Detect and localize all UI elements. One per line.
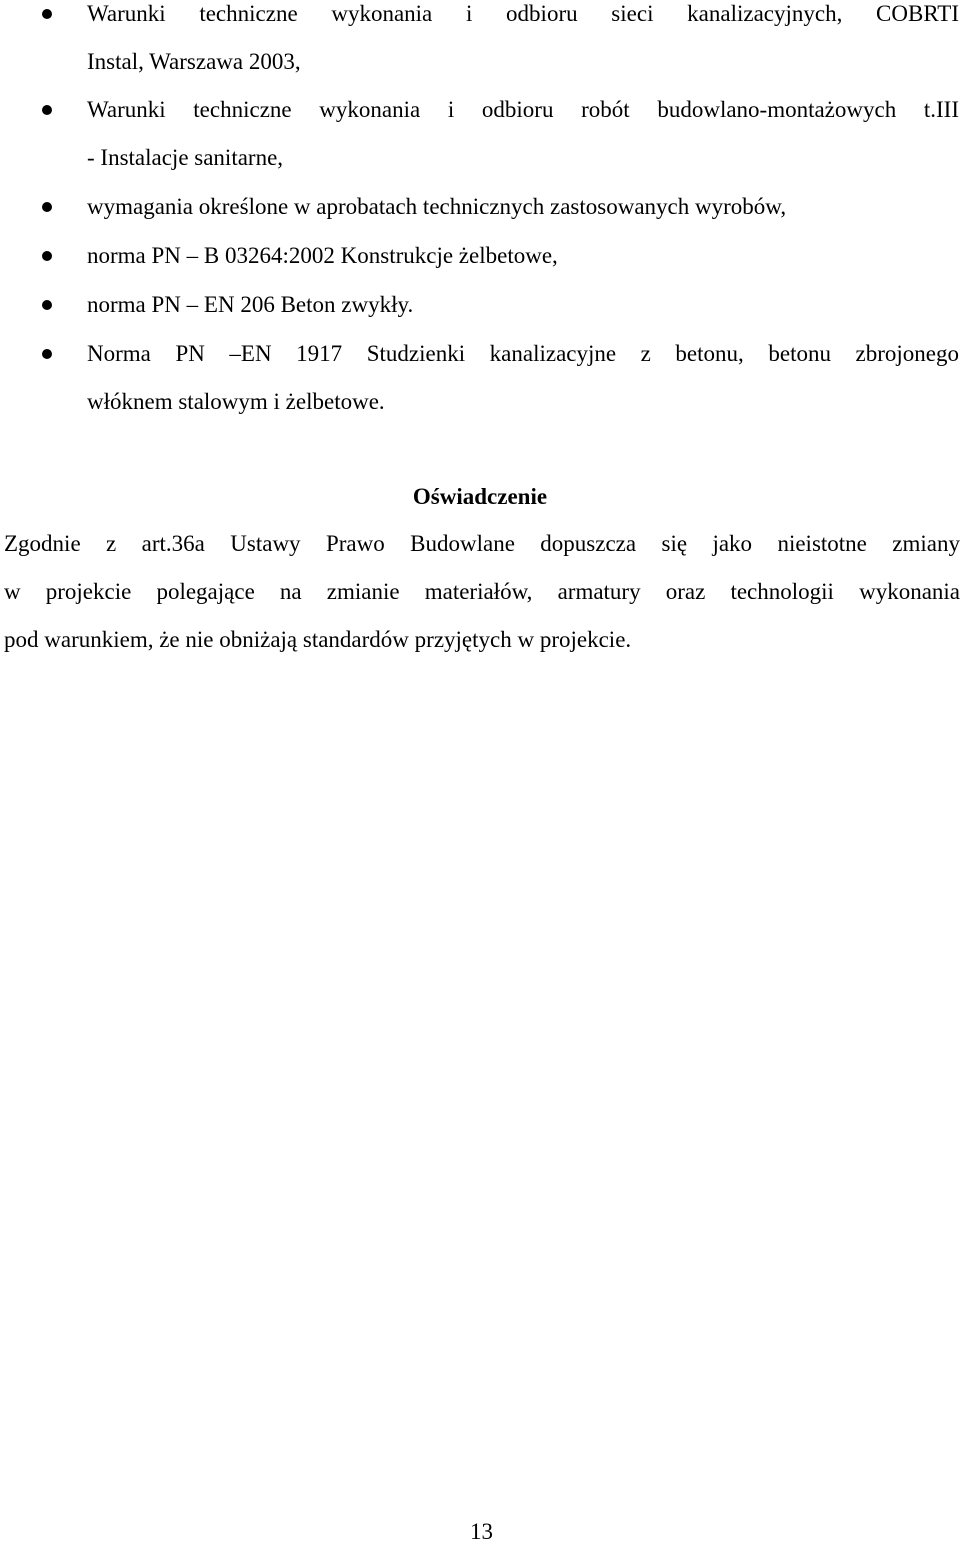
paragraph-line: w projekcie polegające na zmianie materiałów, armatury oraz technologii wykonania bbox=[4, 579, 960, 604]
bullet-icon bbox=[42, 9, 52, 19]
paragraph-line: Zgodnie z art.36a Ustawy Prawo Budowlane dopuszcza się jako nieistotne zmiany bbox=[4, 531, 960, 556]
list-item-line: norma PN – EN 206 Beton zwykły. bbox=[87, 292, 414, 317]
page-number: 13 bbox=[470, 1519, 493, 1544]
list-item-line: Warunki techniczne wykonania i odbioru sieci kanalizacyjnych, COBRTI bbox=[87, 1, 959, 26]
list-item bbox=[87, 232, 959, 280]
list-item-line: Instal, Warszawa 2003, bbox=[87, 49, 301, 74]
list-item-line: Warunki techniczne wykonania i odbioru robót budowlano-montażowych t.III bbox=[87, 97, 959, 122]
list-item bbox=[87, 0, 959, 86]
bullet-icon bbox=[42, 105, 52, 115]
list-item bbox=[87, 281, 959, 329]
list-item-line: norma PN – B 03264:2002 Konstrukcje żelbetowe, bbox=[87, 243, 558, 268]
statement-paragraph bbox=[4, 520, 960, 664]
list-item bbox=[87, 330, 959, 426]
list-item-line: wymagania określone w aprobatach technicznych zastosowanych wyrobów, bbox=[87, 194, 787, 219]
list-item-line: Norma PN –EN 1917 Studzienki kanalizacyjne z betonu, betonu zbrojonego bbox=[87, 341, 959, 366]
bullet-icon bbox=[42, 300, 52, 310]
list-item bbox=[87, 183, 959, 231]
list-item bbox=[87, 86, 959, 182]
paragraph-line: pod warunkiem, że nie obniżają standardów przyjętych w projekcie. bbox=[4, 627, 632, 652]
list-item-line: - Instalacje sanitarne, bbox=[87, 145, 284, 170]
bullet-icon bbox=[42, 349, 52, 359]
statement-heading: Oświadczenie bbox=[412, 484, 548, 509]
bullet-icon bbox=[42, 251, 52, 261]
list-item-line: włóknem stalowym i żelbetowe. bbox=[87, 389, 385, 414]
bullet-icon bbox=[42, 202, 52, 212]
